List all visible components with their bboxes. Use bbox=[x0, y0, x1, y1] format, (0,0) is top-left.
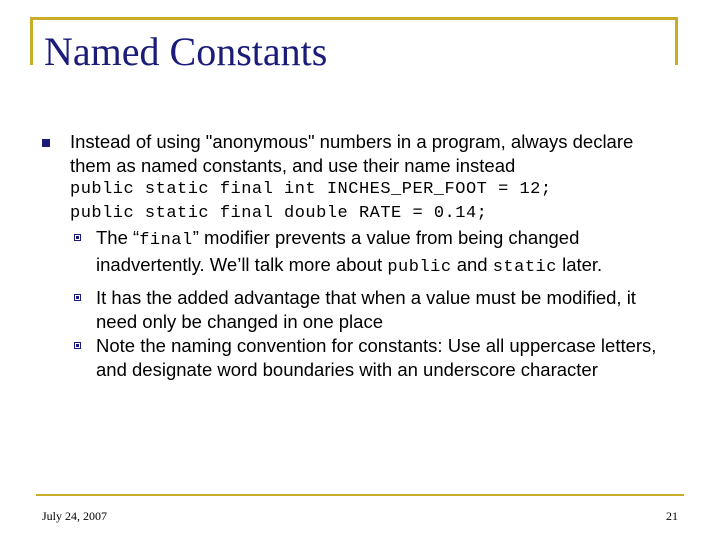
frame-top-line bbox=[30, 17, 678, 20]
code-line-1: public static final int INCHES_PER_FOOT = 12; bbox=[70, 180, 552, 199]
sub-bullet-final-modifier bbox=[70, 226, 670, 280]
sub-bullet-text: Note the naming convention for constants: Use all uppercase letters, and designate word boundaries with an underscore character bbox=[96, 335, 657, 380]
code-final: final bbox=[139, 231, 193, 250]
hollow-square-bullet-icon bbox=[74, 342, 81, 349]
sub-bullet-advantage bbox=[70, 286, 670, 334]
sub-bullet-text-pre: The “ bbox=[96, 227, 140, 248]
code-static: static bbox=[492, 258, 557, 277]
footer-rule bbox=[36, 494, 684, 496]
main-bullet-text: Instead of using "anonymous" numbers in a program, always declare them as named constants, and use their name instead bbox=[70, 131, 634, 176]
slide-body bbox=[70, 130, 670, 382]
sub-bullet-naming-convention bbox=[70, 334, 670, 382]
page-number: 21 bbox=[666, 509, 678, 523]
code-line-2: public static final double RATE = 0.14; bbox=[70, 204, 488, 223]
sub-bullet-text: It has the added advantage that when a value must be modified, it need only be changed in one place bbox=[96, 287, 636, 332]
sub-bullet-text-and: and bbox=[451, 254, 493, 275]
frame-right-line bbox=[675, 17, 678, 65]
frame-left-line bbox=[30, 17, 33, 65]
hollow-square-bullet-icon bbox=[74, 234, 81, 241]
sub-bullet-text-post: later. bbox=[556, 254, 603, 275]
sub-bullet-text-mid: ” modifier prevents a value from being changed inadvertently. We’ll talk more about bbox=[96, 227, 580, 275]
square-bullet-icon bbox=[42, 139, 50, 147]
footer-date: July 24, 2007 bbox=[42, 509, 108, 523]
slide-title: Named Constants bbox=[44, 29, 328, 74]
hollow-square-bullet-icon bbox=[74, 294, 81, 301]
code-public: public bbox=[387, 258, 452, 277]
